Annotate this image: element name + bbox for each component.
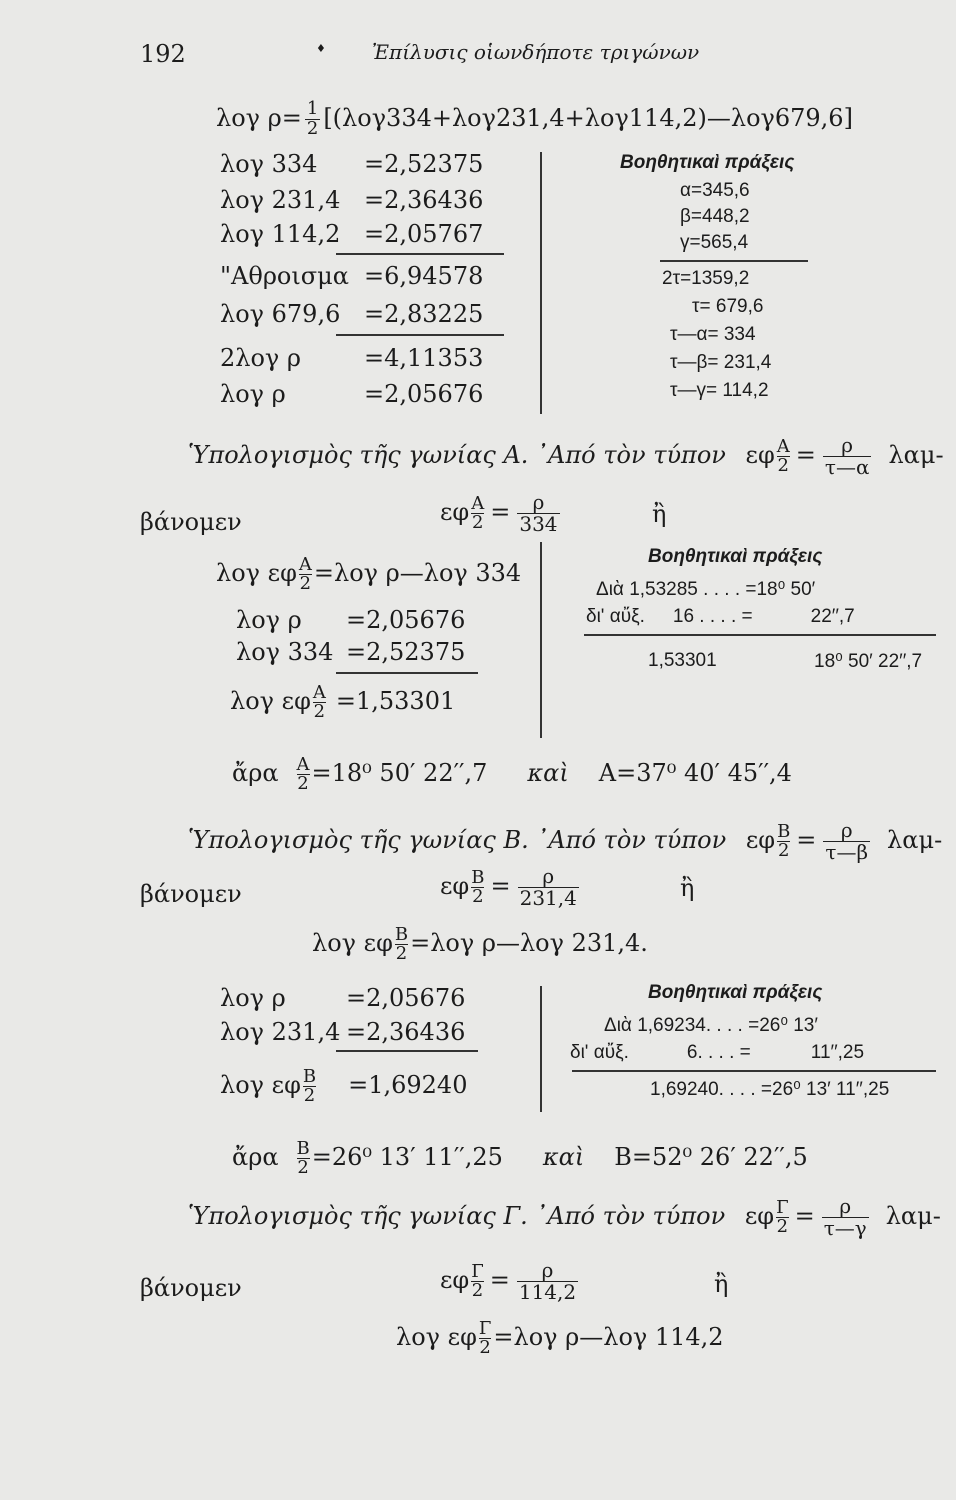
aux-line: τ= 679,6 bbox=[692, 296, 764, 317]
aux-line: τ—γ= 114,2 bbox=[670, 380, 769, 401]
row-value: =2,36436 bbox=[364, 186, 484, 214]
aux-line: 2τ=1359,2 bbox=[662, 268, 750, 289]
column-divider bbox=[540, 542, 542, 738]
row-label: 2λογ ρ bbox=[220, 344, 302, 372]
aux-line: α=345,6 bbox=[680, 180, 750, 201]
ornament-icon: ♦ bbox=[316, 42, 326, 55]
formula-rhs: [(λογ334+λογ231,4+λογ114,2)—λογ679,6] bbox=[323, 103, 853, 132]
sum-rule bbox=[336, 253, 504, 255]
aux-total: 1,53301 bbox=[648, 650, 717, 671]
row-label: λογ ρ bbox=[220, 984, 286, 1012]
row-value: =2,05676 bbox=[346, 984, 466, 1012]
row-value: =2,83225 bbox=[364, 300, 484, 328]
aux-line: Διὰ 1,69234. . . . =26⁰ 13′ bbox=[604, 1015, 818, 1036]
vanomen-label: βάνομεν bbox=[140, 880, 242, 908]
vanomen-label: βάνομεν bbox=[140, 1274, 242, 1302]
row-value: =2,52375 bbox=[346, 638, 466, 666]
half-angle-a: $\frac{A}{2}$ bbox=[776, 436, 790, 476]
aux-rule bbox=[584, 634, 936, 636]
aux-rule bbox=[572, 1070, 936, 1072]
log-rho-formula bbox=[216, 100, 853, 139]
section-b-intro: Ὑπολογισμὸς τῆς γωνίας Β. ᾿Από τὸν τύπον bbox=[188, 826, 727, 854]
row-label: λογ 231,4 bbox=[220, 1018, 341, 1046]
row-label: λογ ρ bbox=[236, 606, 302, 634]
aux-title: Βοηθητικαὶ πράξεις bbox=[648, 546, 823, 567]
aux-total: 18⁰ 50′ 22′′,7 bbox=[814, 651, 923, 672]
row-value: =2,05676 bbox=[346, 606, 466, 634]
section-b-log-equation: λογ εφ $\frac{B}{2}$ =λογ ρ—λογ 231,4. bbox=[312, 924, 648, 964]
aux-line: δι' αὔξ. 16 . . . . = 22′′,7 bbox=[586, 606, 855, 627]
row-label: λογ 231,4 bbox=[220, 186, 341, 214]
hyphenated-word: λαμ- bbox=[888, 441, 944, 469]
section-b-tan-equation: εφ $\frac{B}{2}$ = $\frac{\rho}{231,4}$ bbox=[440, 864, 577, 910]
aux-line: Διὰ 1,53285 . . . . =18⁰ 50′ bbox=[596, 579, 816, 600]
row-label: λογ ρ bbox=[220, 380, 286, 408]
section-a-intro: Ὑπολογισμὸς τῆς γωνίας Α. ᾿Από τὸν τύπον bbox=[188, 441, 726, 469]
page-number: 192 bbox=[140, 40, 186, 68]
aux-line: β=448,2 bbox=[680, 206, 750, 227]
row-value: =6,94578 bbox=[364, 262, 484, 290]
or-label: ἢ bbox=[714, 1270, 729, 1298]
column-divider bbox=[540, 986, 542, 1112]
section-g-log-equation: λογ εφ $\frac{\Gamma}{2}$ =λογ ρ—λογ 114,2 bbox=[396, 1318, 724, 1358]
section-b-conclusion: ἄρα $\frac{B}{2}$ =26⁰ 13′ 11′′,25 καὶ Β=52⁰ 26′ 22′′,5 bbox=[232, 1138, 808, 1178]
aux-line: τ—β= 231,4 bbox=[670, 352, 772, 373]
difference-rule bbox=[336, 1050, 478, 1052]
aux-title: Βοηθητικαὶ πράξεις bbox=[648, 982, 823, 1003]
aux-line: δι' αὔξ. 6. . . . = 11′′,25 bbox=[570, 1042, 865, 1063]
vanomen-label: βάνομεν bbox=[140, 508, 242, 536]
formula-fraction: $\frac{\rho}{\tau—\alpha}$ bbox=[824, 433, 870, 479]
difference-rule bbox=[336, 672, 478, 674]
row-value: =2,36436 bbox=[346, 1018, 466, 1046]
section-a-tan-equation: εφ $\frac{A}{2}$ = $\frac{\rho}{334}$ bbox=[440, 490, 558, 536]
aux-title: Βοηθητικαὶ πράξεις bbox=[620, 152, 795, 173]
fraction-half bbox=[305, 100, 320, 139]
or-label: ἢ bbox=[680, 874, 695, 902]
aux-line: γ=565,4 bbox=[680, 232, 749, 253]
running-title: Ἐπίλυσις οἱωνδήποτε τριγώνων bbox=[372, 40, 700, 64]
aux-rule bbox=[660, 260, 808, 262]
section-a-intro-line: Ὑπολογισμὸς τῆς γωνίας Α. ᾿Από τὸν τύπον εφ $\frac{A}{2}$ = $\frac{\rho}{\tau—\alpha}$ λαμ- bbox=[188, 433, 944, 479]
row-value: =2,05676 bbox=[364, 380, 484, 408]
row-label: λογ 334 bbox=[236, 638, 334, 666]
or-label: ἢ bbox=[652, 500, 667, 528]
aux-total: 1,69240. . . . =26⁰ 13′ 11′′,25 bbox=[650, 1079, 890, 1100]
section-g-intro-line: Ὑπολογισμὸς τῆς γωνίας Γ. ᾿Από τὸν τύπον εφ $\frac{\Gamma}{2}$ = $\frac{\rho}{\tau—\gamma}$ λαμ- bbox=[188, 1194, 941, 1240]
column-divider bbox=[540, 152, 542, 414]
section-b-result: λογ εφ $\frac{B}{2}$ =1,69240 bbox=[220, 1066, 468, 1106]
fraction-num: 1 bbox=[306, 98, 319, 119]
section-g-tan-equation: εφ $\frac{\Gamma}{2}$ = $\frac{\rho}{114,2}$ bbox=[440, 1258, 577, 1304]
row-value: =4,11353 bbox=[364, 344, 484, 372]
row-value: =2,05767 bbox=[364, 220, 484, 248]
section-g-intro: Ὑπολογισμὸς τῆς γωνίας Γ. ᾿Από τὸν τύπον bbox=[188, 1202, 726, 1230]
row-label: λογ 334 bbox=[220, 150, 318, 178]
row-label: λογ 114,2 bbox=[220, 220, 341, 248]
section-a-conclusion: ἄρα $\frac{A}{2}$ =18⁰ 50′ 22′′,7 καὶ Α=37⁰ 40′ 45′′,4 bbox=[232, 754, 792, 794]
section-a-result: λογ εφ $\frac{A}{2}$ =1,53301 bbox=[230, 682, 456, 722]
row-label: "Αθροισμα bbox=[220, 262, 349, 290]
section-b-intro-line: Ὑπολογισμὸς τῆς γωνίας Β. ᾿Από τὸν τύπον εφ $\frac{B}{2}$ = $\frac{\rho}{\tau—\beta}$ λαμ- bbox=[188, 818, 943, 864]
tan-label: εφ bbox=[745, 441, 775, 469]
row-label: λογ 679,6 bbox=[220, 300, 341, 328]
aux-line: τ—α= 334 bbox=[670, 324, 756, 345]
fraction-den: 2 bbox=[306, 117, 319, 139]
section-a-log-equation: λογ εφ $\frac{A}{2}$ =λογ ρ—λογ 334 bbox=[216, 554, 522, 594]
difference-rule bbox=[336, 334, 504, 336]
formula-lhs: λογ ρ= bbox=[216, 103, 302, 132]
row-value: =2,52375 bbox=[364, 150, 484, 178]
